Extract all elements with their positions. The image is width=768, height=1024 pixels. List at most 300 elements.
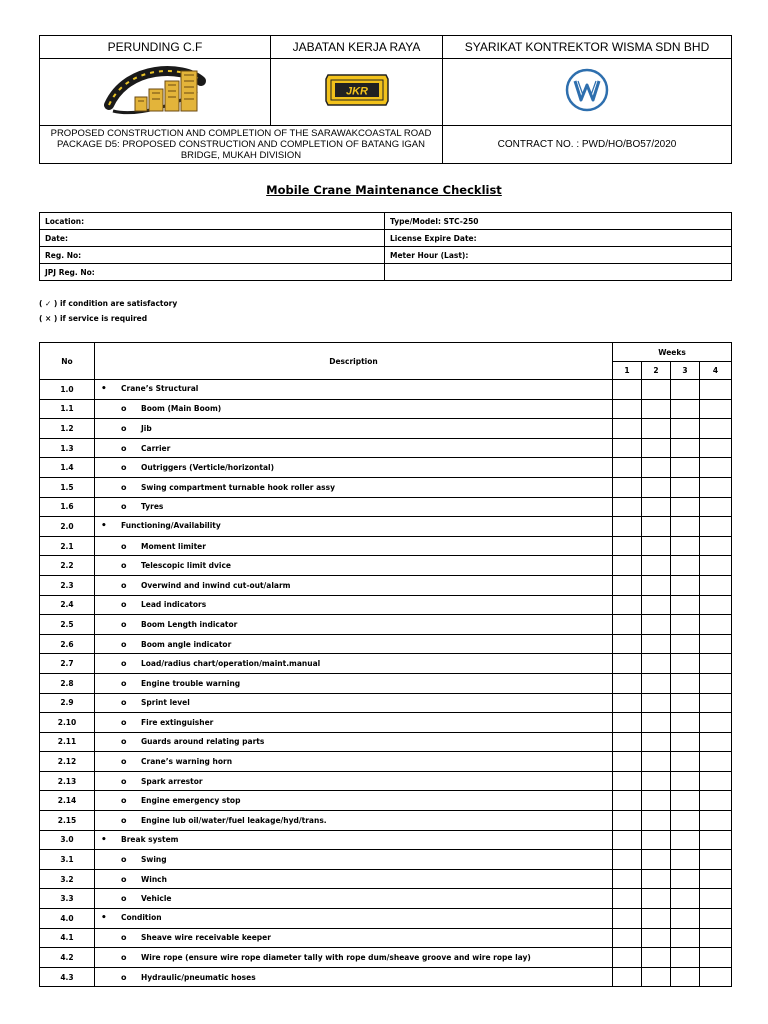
- item-number: 2.13: [40, 771, 95, 791]
- item-description: Moment limiter: [141, 541, 206, 551]
- circle-bullet-icon: o: [121, 737, 127, 747]
- item-description-cell: [95, 693, 613, 713]
- item-description-cell: [95, 791, 613, 811]
- table-row: [40, 497, 732, 517]
- table-row: [40, 673, 732, 693]
- week-1-check-cell[interactable]: [613, 713, 642, 733]
- item-description-cell: [95, 399, 613, 419]
- table-row: [40, 654, 732, 674]
- table-row: [40, 811, 732, 831]
- table-row: [40, 909, 732, 929]
- circle-bullet-icon: o: [121, 933, 127, 943]
- week-2-check-cell[interactable]: [642, 536, 671, 556]
- week-4-check-cell[interactable]: [700, 732, 732, 752]
- week-3-check-cell[interactable]: [671, 419, 700, 439]
- jkr-logo: [322, 71, 392, 109]
- week-2-check-cell[interactable]: [642, 556, 671, 576]
- item-description: Boom Length indicator: [141, 619, 238, 629]
- week-3-check-cell[interactable]: [671, 732, 700, 752]
- week-2-check-cell[interactable]: [642, 869, 671, 889]
- circle-bullet-icon: o: [121, 815, 127, 825]
- week-3-check-cell[interactable]: [671, 477, 700, 497]
- week-4-check-cell[interactable]: [700, 713, 732, 733]
- table-row: [40, 458, 732, 478]
- circle-bullet-icon: o: [121, 776, 127, 786]
- week-3-check-cell[interactable]: [671, 673, 700, 693]
- item-description: Wire rope (ensure wire rope diameter tally with rope dum/sheave groove and wire rope lay): [141, 953, 531, 963]
- info-field-right[interactable]: Type/Model: STC-250: [385, 213, 732, 230]
- item-description-cell: [95, 438, 613, 458]
- item-number: 1.1: [40, 399, 95, 419]
- week-3-check-cell[interactable]: [671, 575, 700, 595]
- week-3-check-cell[interactable]: [671, 830, 700, 850]
- item-number: 2.10: [40, 713, 95, 733]
- table-row: [40, 948, 732, 968]
- table-row: [40, 693, 732, 713]
- week-4-check-cell[interactable]: [700, 811, 732, 831]
- circle-bullet-icon: o: [121, 580, 127, 590]
- week-1-check-cell[interactable]: [613, 967, 642, 987]
- col-header-week-1: 1: [613, 362, 642, 380]
- week-2-check-cell[interactable]: [642, 399, 671, 419]
- info-field-left[interactable]: Location:: [40, 213, 385, 230]
- table-row: [40, 419, 732, 439]
- item-description: Hydraulic/pneumatic hoses: [141, 972, 256, 982]
- week-4-check-cell[interactable]: [700, 869, 732, 889]
- week-3-check-cell[interactable]: [671, 497, 700, 517]
- header-table: [39, 35, 732, 164]
- week-4-check-cell[interactable]: [700, 967, 732, 987]
- table-row: [40, 791, 732, 811]
- week-1-check-cell[interactable]: [613, 517, 642, 537]
- item-description-cell: [95, 673, 613, 693]
- item-description: Sheave wire receivable keeper: [141, 933, 271, 943]
- item-description: Boom (Main Boom): [141, 404, 222, 414]
- item-description: Jib: [141, 423, 152, 433]
- circle-bullet-icon: o: [121, 404, 127, 414]
- item-number: 3.0: [40, 830, 95, 850]
- item-description-cell: [95, 967, 613, 987]
- item-number: 1.5: [40, 477, 95, 497]
- week-2-check-cell[interactable]: [642, 419, 671, 439]
- week-1-check-cell[interactable]: [613, 575, 642, 595]
- week-1-check-cell[interactable]: [613, 889, 642, 909]
- wisma-logo-cell: [443, 59, 732, 126]
- week-4-check-cell[interactable]: [700, 595, 732, 615]
- week-4-check-cell[interactable]: [700, 830, 732, 850]
- page-title: Mobile Crane Maintenance Checklist: [266, 183, 502, 197]
- week-4-check-cell[interactable]: [700, 928, 732, 948]
- circle-bullet-icon: o: [121, 639, 127, 649]
- week-4-check-cell[interactable]: [700, 752, 732, 772]
- week-3-check-cell[interactable]: [671, 399, 700, 419]
- item-number: 2.1: [40, 536, 95, 556]
- info-field-right[interactable]: [385, 264, 732, 281]
- item-description-cell: [95, 458, 613, 478]
- week-2-check-cell[interactable]: [642, 713, 671, 733]
- item-description-cell: [95, 732, 613, 752]
- item-description: Telescopic limit dvice: [141, 561, 232, 571]
- table-row: [40, 595, 732, 615]
- week-2-check-cell[interactable]: [642, 791, 671, 811]
- item-number: 1.6: [40, 497, 95, 517]
- col-header-no: No: [40, 343, 95, 380]
- week-4-check-cell[interactable]: [700, 889, 732, 909]
- project-description: PROPOSED CONSTRUCTION AND COMPLETION OF THE SARAWAKCOASTAL ROAD PACKAGE D5: PROPOSED CONSTRUCTION AND COMPLETION OF BATANG IGAN BRIDGE, MUKAH DIVISION: [40, 126, 443, 164]
- circle-bullet-icon: o: [121, 953, 127, 963]
- week-1-check-cell[interactable]: [613, 595, 642, 615]
- item-number: 3.3: [40, 889, 95, 909]
- week-1-check-cell[interactable]: [613, 693, 642, 713]
- info-row: [40, 213, 732, 230]
- table-row: [40, 850, 732, 870]
- item-description: Guards around relating parts: [141, 737, 265, 747]
- week-1-check-cell[interactable]: [613, 771, 642, 791]
- item-description-cell: [95, 909, 613, 929]
- week-3-check-cell[interactable]: [671, 556, 700, 576]
- week-4-check-cell[interactable]: [700, 850, 732, 870]
- week-2-check-cell[interactable]: [642, 438, 671, 458]
- item-number: 4.1: [40, 928, 95, 948]
- info-field-left[interactable]: JPJ Reg. No:: [40, 264, 385, 281]
- table-row: [40, 556, 732, 576]
- item-number: 2.3: [40, 575, 95, 595]
- week-3-check-cell[interactable]: [671, 889, 700, 909]
- bullet-icon: •: [101, 913, 107, 924]
- week-4-check-cell[interactable]: [700, 575, 732, 595]
- week-3-check-cell[interactable]: [671, 517, 700, 537]
- week-1-check-cell[interactable]: [613, 497, 642, 517]
- week-2-check-cell[interactable]: [642, 634, 671, 654]
- circle-bullet-icon: o: [121, 678, 127, 688]
- item-description: Lead indicators: [141, 600, 207, 610]
- col-header-week-3: 3: [671, 362, 700, 380]
- legend-service-required: ( × ) if service is required: [39, 314, 148, 323]
- circle-bullet-icon: o: [121, 463, 127, 473]
- table-row: [40, 830, 732, 850]
- week-1-check-cell[interactable]: [613, 948, 642, 968]
- item-number: 2.8: [40, 673, 95, 693]
- item-description-cell: [95, 517, 613, 537]
- week-2-check-cell[interactable]: [642, 497, 671, 517]
- item-description: Outriggers (Verticle/horizontal): [141, 463, 275, 473]
- wisma-logo: [564, 67, 610, 113]
- week-2-check-cell[interactable]: [642, 889, 671, 909]
- circle-bullet-icon: o: [121, 698, 127, 708]
- week-4-check-cell[interactable]: [700, 438, 732, 458]
- item-number: 2.2: [40, 556, 95, 576]
- week-2-check-cell[interactable]: [642, 673, 671, 693]
- week-1-check-cell[interactable]: [613, 830, 642, 850]
- week-1-check-cell[interactable]: [613, 673, 642, 693]
- item-description-cell: [95, 419, 613, 439]
- item-number: 2.4: [40, 595, 95, 615]
- table-row: [40, 399, 732, 419]
- week-1-check-cell[interactable]: [613, 556, 642, 576]
- item-description: Swing compartment turnable hook roller assy: [141, 482, 335, 492]
- info-table: [39, 212, 732, 281]
- jkr-logo-text: JKR: [345, 85, 368, 97]
- item-description: Break system: [121, 834, 179, 844]
- week-4-check-cell[interactable]: [700, 517, 732, 537]
- item-description-cell: [95, 497, 613, 517]
- item-number: 2.7: [40, 654, 95, 674]
- company-wisma: SYARIKAT KONTREKTOR WISMA SDN BHD: [443, 36, 732, 59]
- info-row: [40, 247, 732, 264]
- table-row: [40, 438, 732, 458]
- item-description-cell: [95, 850, 613, 870]
- week-1-check-cell[interactable]: [613, 791, 642, 811]
- item-description: Fire extinguisher: [141, 717, 214, 727]
- item-description-cell: [95, 477, 613, 497]
- item-number: 1.2: [40, 419, 95, 439]
- item-description-cell: [95, 536, 613, 556]
- item-number: 4.2: [40, 948, 95, 968]
- circle-bullet-icon: o: [121, 972, 127, 982]
- circle-bullet-icon: o: [121, 894, 127, 904]
- table-row: [40, 967, 732, 987]
- table-row: [40, 536, 732, 556]
- week-2-check-cell[interactable]: [642, 967, 671, 987]
- info-row: [40, 264, 732, 281]
- circle-bullet-icon: o: [121, 874, 127, 884]
- item-description: Sprint level: [141, 698, 190, 708]
- item-description-cell: [95, 948, 613, 968]
- item-description: Engine trouble warning: [141, 678, 241, 688]
- contract-number: CONTRACT NO. : PWD/HO/BO57/2020: [443, 126, 732, 164]
- week-2-check-cell[interactable]: [642, 517, 671, 537]
- item-number: 2.15: [40, 811, 95, 831]
- item-description: Engine emergency stop: [141, 796, 241, 806]
- week-2-check-cell[interactable]: [642, 477, 671, 497]
- circle-bullet-icon: o: [121, 600, 127, 610]
- item-description-cell: [95, 752, 613, 772]
- week-1-check-cell[interactable]: [613, 654, 642, 674]
- item-description-cell: [95, 771, 613, 791]
- week-2-check-cell[interactable]: [642, 693, 671, 713]
- item-description-cell: [95, 380, 613, 400]
- week-1-check-cell[interactable]: [613, 380, 642, 400]
- week-3-check-cell[interactable]: [671, 615, 700, 635]
- info-field-left[interactable]: Date:: [40, 230, 385, 247]
- circle-bullet-icon: o: [121, 796, 127, 806]
- item-description: Crane’s Structural: [121, 384, 199, 394]
- week-4-check-cell[interactable]: [700, 654, 732, 674]
- week-2-check-cell[interactable]: [642, 654, 671, 674]
- week-3-check-cell[interactable]: [671, 791, 700, 811]
- week-4-check-cell[interactable]: [700, 399, 732, 419]
- week-3-check-cell[interactable]: [671, 536, 700, 556]
- info-field-left[interactable]: Reg. No:: [40, 247, 385, 264]
- week-3-check-cell[interactable]: [671, 967, 700, 987]
- legend-satisfactory: ( ✓ ) if condition are satisfactory: [39, 299, 178, 308]
- week-1-check-cell[interactable]: [613, 634, 642, 654]
- item-number: 4.3: [40, 967, 95, 987]
- bullet-icon: •: [101, 834, 107, 845]
- week-4-check-cell[interactable]: [700, 536, 732, 556]
- checklist-table: [39, 342, 732, 987]
- week-3-check-cell[interactable]: [671, 595, 700, 615]
- item-description: Spark arrestor: [141, 776, 203, 786]
- week-2-check-cell[interactable]: [642, 575, 671, 595]
- circle-bullet-icon: o: [121, 757, 127, 767]
- week-3-check-cell[interactable]: [671, 713, 700, 733]
- circle-bullet-icon: o: [121, 502, 127, 512]
- week-3-check-cell[interactable]: [671, 634, 700, 654]
- table-row: [40, 713, 732, 733]
- col-header-description: Description: [95, 343, 613, 380]
- item-number: 3.1: [40, 850, 95, 870]
- week-2-check-cell[interactable]: [642, 811, 671, 831]
- company-perunding: PERUNDING C.F: [40, 36, 271, 59]
- item-number: 1.4: [40, 458, 95, 478]
- circle-bullet-icon: o: [121, 717, 127, 727]
- item-description-cell: [95, 869, 613, 889]
- item-number: 2.9: [40, 693, 95, 713]
- item-description: Functioning/Availability: [121, 521, 221, 531]
- table-row: [40, 928, 732, 948]
- week-3-check-cell[interactable]: [671, 693, 700, 713]
- table-row: [40, 752, 732, 772]
- week-4-check-cell[interactable]: [700, 556, 732, 576]
- item-description-cell: [95, 928, 613, 948]
- table-row: [40, 380, 732, 400]
- week-2-check-cell[interactable]: [642, 948, 671, 968]
- week-1-check-cell[interactable]: [613, 869, 642, 889]
- week-2-check-cell[interactable]: [642, 850, 671, 870]
- week-1-check-cell[interactable]: [613, 458, 642, 478]
- item-description: Crane’s warning horn: [141, 757, 233, 767]
- item-description: Boom angle indicator: [141, 639, 232, 649]
- week-1-check-cell[interactable]: [613, 752, 642, 772]
- week-3-check-cell[interactable]: [671, 752, 700, 772]
- item-number: 2.14: [40, 791, 95, 811]
- item-description-cell: [95, 830, 613, 850]
- week-4-check-cell[interactable]: [700, 477, 732, 497]
- week-2-check-cell[interactable]: [642, 732, 671, 752]
- week-1-check-cell[interactable]: [613, 732, 642, 752]
- item-description-cell: [95, 654, 613, 674]
- bullet-icon: •: [101, 521, 107, 532]
- circle-bullet-icon: o: [121, 561, 127, 571]
- perunding-logo: [97, 61, 213, 119]
- table-row: [40, 615, 732, 635]
- week-3-check-cell[interactable]: [671, 458, 700, 478]
- week-2-check-cell[interactable]: [642, 595, 671, 615]
- week-1-check-cell[interactable]: [613, 419, 642, 439]
- week-3-check-cell[interactable]: [671, 948, 700, 968]
- circle-bullet-icon: o: [121, 423, 127, 433]
- col-header-week-4: 4: [700, 362, 732, 380]
- item-description-cell: [95, 615, 613, 635]
- week-3-check-cell[interactable]: [671, 869, 700, 889]
- item-number: 2.12: [40, 752, 95, 772]
- week-4-check-cell[interactable]: [700, 948, 732, 968]
- week-4-check-cell[interactable]: [700, 791, 732, 811]
- week-4-check-cell[interactable]: [700, 615, 732, 635]
- week-4-check-cell[interactable]: [700, 673, 732, 693]
- item-description: Vehicle: [141, 894, 172, 904]
- week-2-check-cell[interactable]: [642, 771, 671, 791]
- jkr-logo-cell: [271, 59, 443, 126]
- item-description: Carrier: [141, 443, 171, 453]
- week-2-check-cell[interactable]: [642, 928, 671, 948]
- week-4-check-cell[interactable]: [700, 771, 732, 791]
- item-number: 2.5: [40, 615, 95, 635]
- week-4-check-cell[interactable]: [700, 458, 732, 478]
- week-2-check-cell[interactable]: [642, 909, 671, 929]
- week-4-check-cell[interactable]: [700, 380, 732, 400]
- week-1-check-cell[interactable]: [613, 615, 642, 635]
- item-number: 2.11: [40, 732, 95, 752]
- week-3-check-cell[interactable]: [671, 438, 700, 458]
- item-description: Overwind and inwind cut-out/alarm: [141, 580, 291, 590]
- item-description-cell: [95, 713, 613, 733]
- week-3-check-cell[interactable]: [671, 811, 700, 831]
- week-3-check-cell[interactable]: [671, 771, 700, 791]
- week-4-check-cell[interactable]: [700, 497, 732, 517]
- week-3-check-cell[interactable]: [671, 928, 700, 948]
- week-2-check-cell[interactable]: [642, 830, 671, 850]
- week-1-check-cell[interactable]: [613, 909, 642, 929]
- week-1-check-cell[interactable]: [613, 850, 642, 870]
- item-description-cell: [95, 889, 613, 909]
- table-row: [40, 889, 732, 909]
- col-header-week-2: 2: [642, 362, 671, 380]
- circle-bullet-icon: o: [121, 855, 127, 865]
- item-description-cell: [95, 575, 613, 595]
- info-row: [40, 230, 732, 247]
- col-header-weeks: Weeks: [613, 343, 732, 362]
- week-4-check-cell[interactable]: [700, 419, 732, 439]
- week-2-check-cell[interactable]: [642, 458, 671, 478]
- week-3-check-cell[interactable]: [671, 380, 700, 400]
- info-field-right[interactable]: License Expire Date:: [385, 230, 732, 247]
- week-3-check-cell[interactable]: [671, 909, 700, 929]
- week-4-check-cell[interactable]: [700, 634, 732, 654]
- item-number: 2.0: [40, 517, 95, 537]
- week-2-check-cell[interactable]: [642, 752, 671, 772]
- info-field-right[interactable]: Meter Hour (Last):: [385, 247, 732, 264]
- week-1-check-cell[interactable]: [613, 477, 642, 497]
- item-description-cell: [95, 634, 613, 654]
- week-2-check-cell[interactable]: [642, 380, 671, 400]
- week-4-check-cell[interactable]: [700, 909, 732, 929]
- table-row: [40, 634, 732, 654]
- company-jkr: JABATAN KERJA RAYA: [271, 36, 443, 59]
- week-1-check-cell[interactable]: [613, 536, 642, 556]
- item-description: Tyres: [141, 502, 164, 512]
- item-description: Winch: [141, 874, 167, 884]
- item-description-cell: [95, 811, 613, 831]
- week-3-check-cell[interactable]: [671, 654, 700, 674]
- week-1-check-cell[interactable]: [613, 438, 642, 458]
- circle-bullet-icon: o: [121, 659, 127, 669]
- table-row: [40, 732, 732, 752]
- week-4-check-cell[interactable]: [700, 693, 732, 713]
- week-2-check-cell[interactable]: [642, 615, 671, 635]
- week-1-check-cell[interactable]: [613, 811, 642, 831]
- week-1-check-cell[interactable]: [613, 928, 642, 948]
- week-3-check-cell[interactable]: [671, 850, 700, 870]
- item-description-cell: [95, 556, 613, 576]
- item-number: 1.0: [40, 380, 95, 400]
- circle-bullet-icon: o: [121, 541, 127, 551]
- item-description: Load/radius chart/operation/maint.manual: [141, 659, 321, 669]
- table-row: [40, 771, 732, 791]
- circle-bullet-icon: o: [121, 619, 127, 629]
- week-1-check-cell[interactable]: [613, 399, 642, 419]
